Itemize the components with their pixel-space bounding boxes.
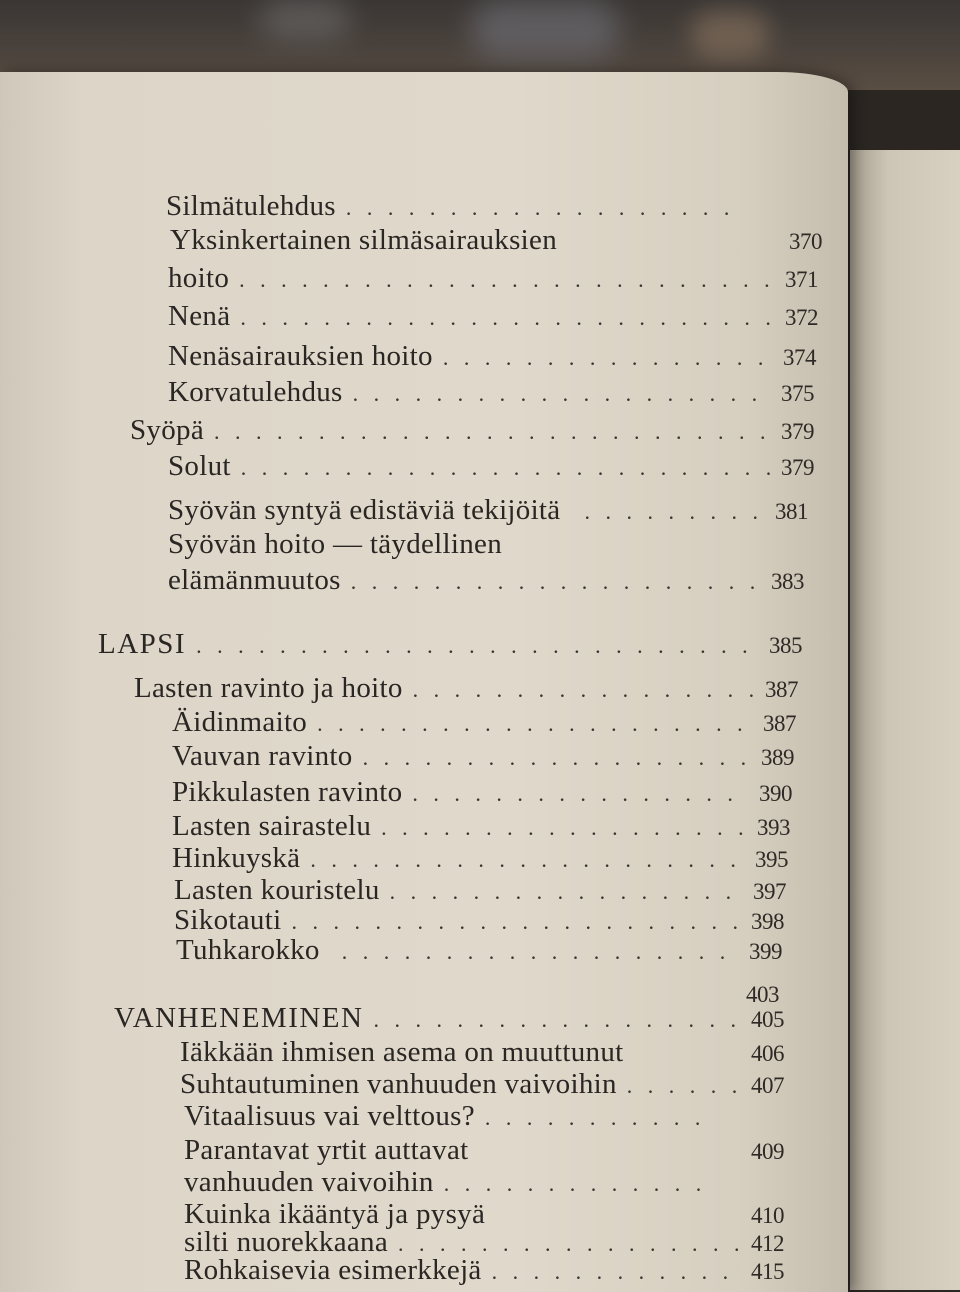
leader-dots [317, 706, 753, 742]
toc-page-number: 387 [763, 711, 796, 736]
toc-page-number: 403 [746, 982, 779, 1007]
toc-entry-title: Kuinka ikääntyä ja pysyä [184, 1198, 486, 1230]
toc-page-number: 399 [749, 939, 782, 964]
leader-dots [373, 1002, 741, 1038]
toc-entry-title: Rohkaisevia esimerkkejä [184, 1254, 482, 1286]
toc-entry [168, 492, 808, 528]
toc-entry [172, 840, 788, 876]
toc-entry [168, 338, 816, 374]
toc-entry [170, 222, 822, 258]
toc-entry-title: Suhtautuminen vanhuuden vaivoihin [180, 1068, 617, 1100]
toc-entry [130, 412, 814, 448]
leader-dots [214, 414, 771, 450]
leader-dots [196, 628, 759, 664]
toc-entry [168, 562, 804, 598]
toc-page-number: 407 [751, 1073, 784, 1098]
toc-entry-title: vanhuuden vaivoihin [184, 1166, 434, 1198]
toc-entry [180, 1034, 784, 1070]
toc-entry-title: Pikkulasten ravinto [172, 776, 403, 808]
leader-dots [342, 934, 739, 970]
leader-dots [413, 672, 755, 708]
leader-dots [412, 776, 749, 812]
leader-dots [363, 740, 751, 776]
toc-entry-title: Vitaalisuus vai velttous? [184, 1100, 475, 1132]
toc-page-number: 381 [775, 499, 808, 524]
toc-entry-title: Äidinmaito [172, 706, 308, 738]
toc-entry [184, 1252, 784, 1288]
toc-page-number: 370 [789, 229, 822, 254]
toc-entry-title: hoito [168, 262, 230, 294]
leader-dots [584, 494, 765, 530]
toc-entry-title: Nenä [168, 300, 231, 332]
leader-dots [351, 564, 761, 600]
background-blur [690, 10, 770, 60]
toc-page-number: 390 [759, 781, 792, 806]
toc-entry-title: Syövän syntyä edistäviä tekijöitä [168, 494, 561, 526]
toc-entry [172, 808, 790, 844]
toc-entry-title: Lasten ravinto ja hoito [134, 672, 403, 704]
toc-entry-title: Lasten sairastelu [172, 810, 372, 842]
toc-page-number: 385 [769, 633, 802, 658]
toc-entry [184, 1164, 714, 1200]
toc-entry [172, 774, 792, 810]
toc-entry-title: Korvatulehdus [168, 376, 343, 408]
toc-entry [172, 704, 796, 740]
toc-page-number: 393 [757, 815, 790, 840]
facing-page [850, 150, 960, 1290]
leader-dots [353, 376, 771, 412]
background-blur [470, 0, 620, 60]
toc-page-number: 415 [751, 1259, 784, 1284]
toc-entry-title: silti nuorekkaana [184, 1226, 389, 1258]
toc-page-number: 405 [751, 1007, 784, 1032]
toc-entry [180, 1066, 784, 1102]
toc-page-number: 410 [751, 1203, 784, 1228]
leader-dots [240, 300, 775, 336]
toc-page-number: 375 [781, 381, 814, 406]
leader-dots [485, 1100, 704, 1136]
book-page [0, 72, 848, 1292]
toc-entry [184, 1098, 714, 1134]
toc-page-number: 398 [751, 909, 784, 934]
toc-page-number: 379 [781, 419, 814, 444]
toc-entry-title: Vauvan ravinto [172, 740, 353, 772]
toc-entry [168, 448, 814, 484]
toc-entry-title: Solut [168, 450, 231, 482]
toc-page-number: 409 [751, 1139, 784, 1164]
toc-page-number: 412 [751, 1231, 784, 1256]
leader-dots [346, 190, 746, 226]
toc-entry-title: Iäkkään ihmisen asema on muuttunut [180, 1036, 624, 1068]
toc-entry-title: Sikotauti [174, 904, 282, 936]
toc-entry [168, 260, 818, 296]
toc-entry [168, 526, 768, 562]
toc-page-number: 372 [785, 305, 818, 330]
toc-entry-title: elämänmuutos [168, 564, 341, 596]
toc-entry-title: Lasten kouristelu [174, 874, 380, 906]
toc-page-number: 397 [753, 879, 786, 904]
toc-entry-title: Yksinkertainen silmäsairauksien [170, 224, 558, 256]
toc-page-number: 389 [761, 745, 794, 770]
toc-entry-title: Tuhkarokko [176, 934, 320, 966]
leader-dots [492, 1254, 741, 1290]
toc-section-heading [114, 1000, 784, 1036]
toc-entry [166, 188, 756, 224]
toc-entry-title: Syövän hoito — täydellinen [168, 528, 503, 560]
toc-entry-title: Syöpä [130, 414, 204, 446]
toc-page-number: 387 [765, 677, 798, 702]
toc-entry [168, 298, 818, 334]
toc-entry-title: Parantavat yrtit auttavat [184, 1134, 469, 1166]
leader-dots [241, 450, 771, 486]
background-blur [260, 0, 350, 40]
toc-entry-title: Nenäsairauksien hoito [168, 340, 433, 372]
leader-dots [239, 262, 775, 298]
toc-entry-title: VANHENEMINEN [114, 1002, 364, 1034]
toc-entry-title: LAPSI [98, 628, 187, 660]
toc-entry [168, 374, 814, 410]
toc-entry [176, 932, 782, 968]
toc-section-heading [98, 626, 802, 662]
toc-page-number: 383 [771, 569, 804, 594]
toc-page-number: 395 [755, 847, 788, 872]
toc-page-number: 406 [751, 1041, 784, 1066]
toc-entry-title: Silmätulehdus [166, 190, 336, 222]
toc-page-number: 374 [783, 345, 816, 370]
leader-dots [443, 340, 773, 376]
toc-entry [134, 670, 798, 706]
toc-page-number: 371 [785, 267, 818, 292]
toc-entry [172, 738, 794, 774]
toc-entry-title: Hinkuyskä [172, 842, 301, 874]
toc-page-number: 379 [781, 455, 814, 480]
toc-entry [184, 1132, 784, 1168]
